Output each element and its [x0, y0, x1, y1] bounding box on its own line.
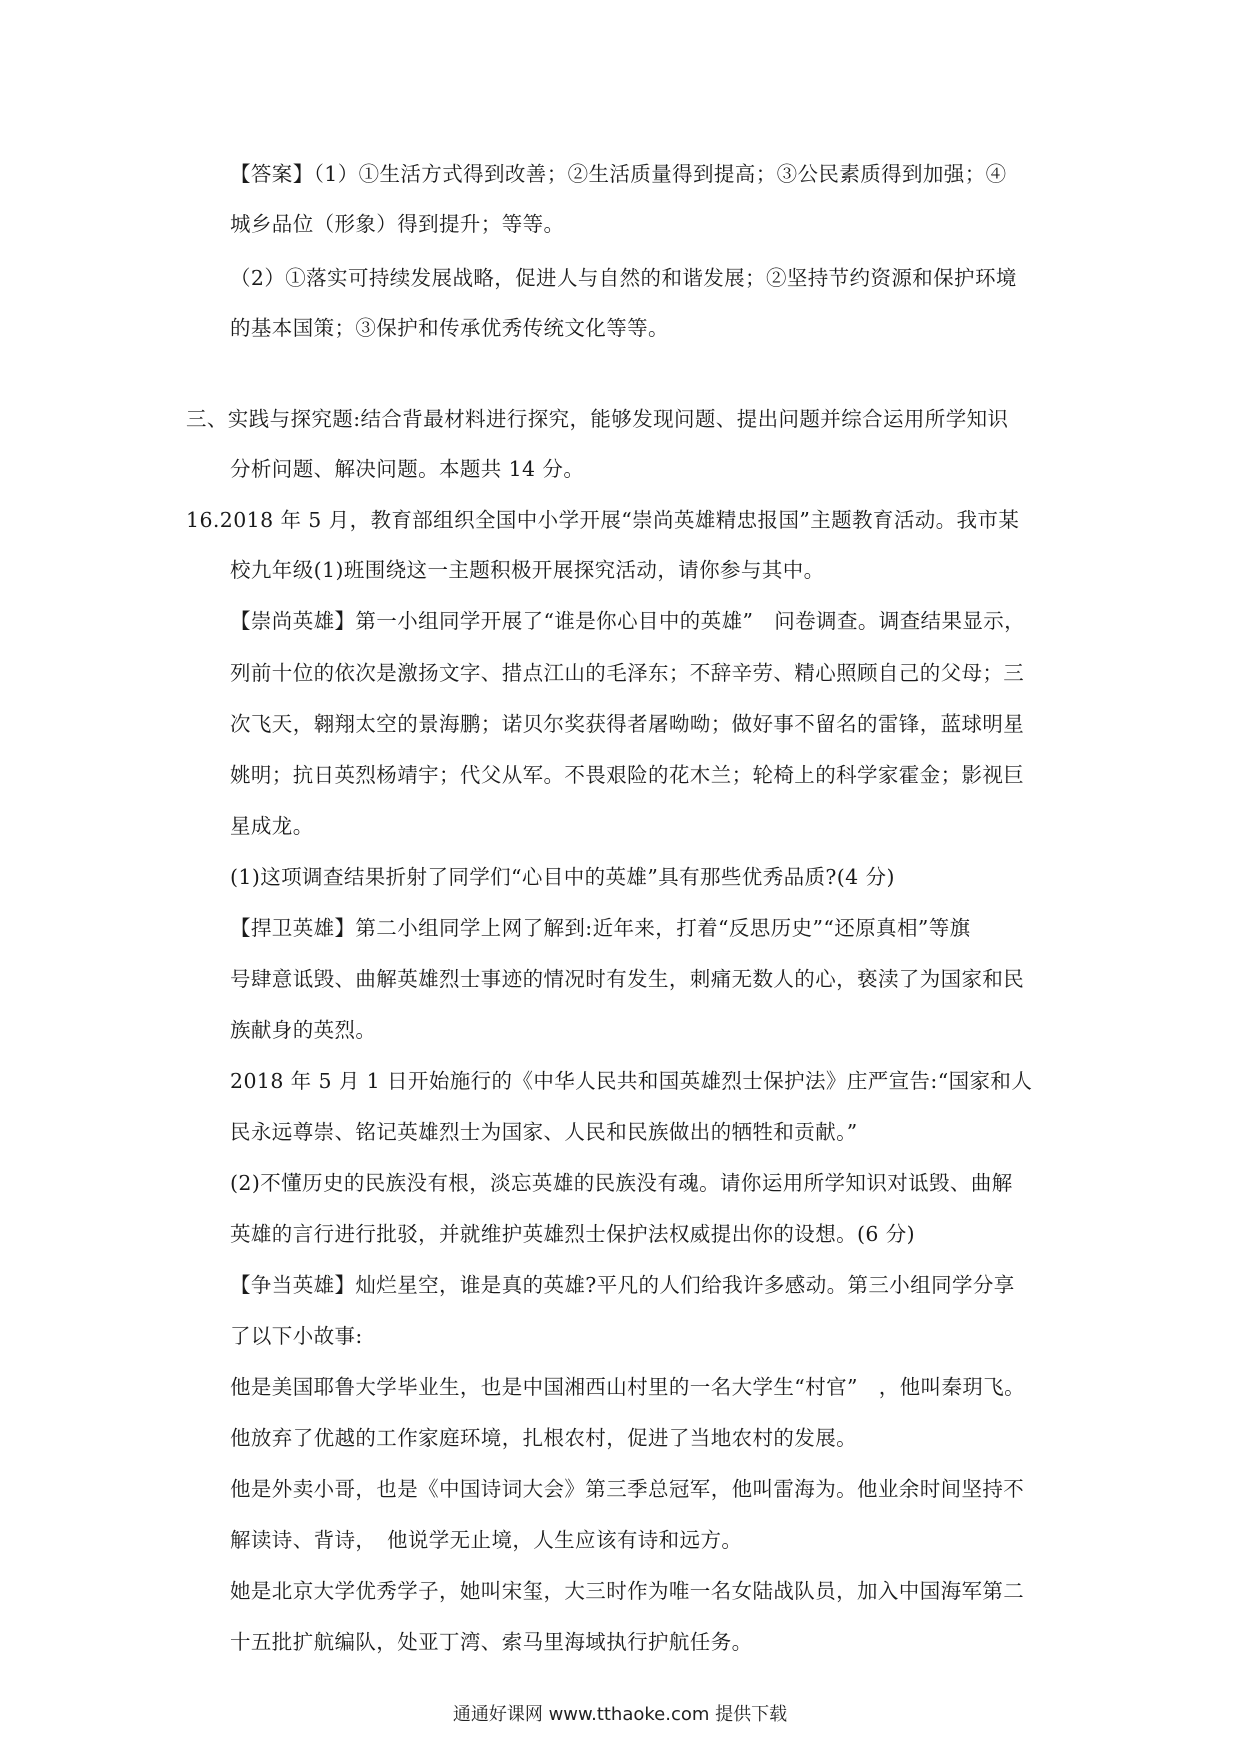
- chongshang-line-3: 次飞天，翱翔太空的景海鹏；诺贝尔奖获得者屠呦呦；做好事不留名的雷锋，蓝球明星: [230, 712, 1025, 736]
- hanwei-line-3: 族献身的英烈。: [230, 1018, 377, 1042]
- chongshang-line-4: 姚明；抗日英烈杨靖宇；代父从军。不畏艰险的花木兰；轮椅上的科学家霍金；影视巨: [230, 763, 1025, 787]
- section-3-heading-line-1: 三、实践与探究题:结合背最材料进行探究，能够发现问题、提出问题并综合运用所学知识: [186, 407, 1009, 431]
- chongshang-line-2: 列前十位的依次是激扬文字、措点江山的毛泽东；不辞辛劳、精心照顾自己的父母；三: [230, 661, 1025, 685]
- question-16-intro-line-2: 校九年级(1)班围绕这一主题积极开展探究活动，请你参与其中。: [230, 558, 825, 582]
- story-2-line-2: 解读诗、背诗， 他说学无止境，人生应该有诗和远方。: [230, 1528, 743, 1552]
- answer-line-1: 【答案】（1）①生活方式得到改善；②生活质量得到提高；③公民素质得到加强；④: [230, 162, 1007, 186]
- hanwei-line-1: 【捍卫英雄】第二小组同学上网了解到:近年来，打着“反思历史”“还原真相”等旗: [230, 916, 971, 940]
- story-1-line-2: 他放弃了优越的工作家庭环境，扎根农村，促进了当地农村的发展。: [230, 1426, 857, 1450]
- page-footer: 通通好课网 www.tthaoke.com 提供下载: [452, 1704, 788, 1725]
- zhengdang-line-2: 了以下小故事:: [230, 1324, 363, 1348]
- answer-line-2: 城乡品位（形象）得到提升；等等。: [230, 212, 565, 236]
- section-3-heading-line-2: 分析问题、解决问题。本题共 14 分。: [230, 457, 585, 481]
- chongshang-line-1: 【崇尚英雄】第一小组同学开展了“谁是你心目中的英雄” 问卷调查。调查结果显示，: [230, 609, 1026, 633]
- sub-question-1: (1)这项调查结果折射了同学们“心目中的英雄”具有那些优秀品质?(4 分): [230, 865, 895, 889]
- hanwei-line-4: 2018 年 5 月 1 日开始施行的《中华人民共和国英雄烈士保护法》庄严宣告:“国家和人: [230, 1069, 1033, 1093]
- question-16-intro-line-1: 16.2018 年 5 月，教育部组织全国中小学开展“崇尚英雄精忠报国”主题教育活动。我市某: [186, 508, 1020, 532]
- zhengdang-line-1: 【争当英雄】灿烂星空，谁是真的英雄?平凡的人们给我许多感动。第三小组同学分享: [230, 1273, 1015, 1297]
- hanwei-line-5: 民永远尊崇、铭记英雄烈士为国家、人民和民族做出的牺牲和贡献。”: [230, 1120, 858, 1144]
- story-1-line-1: 他是美国耶鲁大学毕业生，也是中国湘西山村里的一名大学生“村官” ，他叫秦玥飞。: [230, 1375, 1026, 1399]
- story-3-line-2: 十五批扩航编队，处亚丁湾、索马里海域执行护航任务。: [230, 1630, 753, 1654]
- story-2-line-1: 他是外卖小哥，也是《中国诗词大会》第三季总冠军，他叫雷海为。他业余时间坚持不: [230, 1477, 1025, 1501]
- answer-line-4: 的基本国策；③保护和传承优秀传统文化等等。: [230, 316, 669, 340]
- answer-line-3: （2）①落实可持续发展战略，促进人与自然的和谐发展；②坚持节约资源和保护环境: [230, 266, 1017, 290]
- chongshang-line-5: 星成龙。: [230, 814, 314, 838]
- hanwei-line-2: 号肆意诋毁、曲解英雄烈士事迹的情况时有发生，刺痛无数人的心，亵渎了为国家和民: [230, 967, 1025, 991]
- sub-question-2-line-1: (2)不懂历史的民族没有根，淡忘英雄的民族没有魂。请你运用所学知识对诋毁、曲解: [230, 1171, 1013, 1195]
- story-3-line-1: 她是北京大学优秀学子，她叫宋玺，大三时作为唯一名女陆战队员，加入中国海军第二: [230, 1579, 1025, 1603]
- sub-question-2-line-2: 英雄的言行进行批驳，并就维护英雄烈士保护法权威提出你的设想。(6 分): [230, 1222, 916, 1246]
